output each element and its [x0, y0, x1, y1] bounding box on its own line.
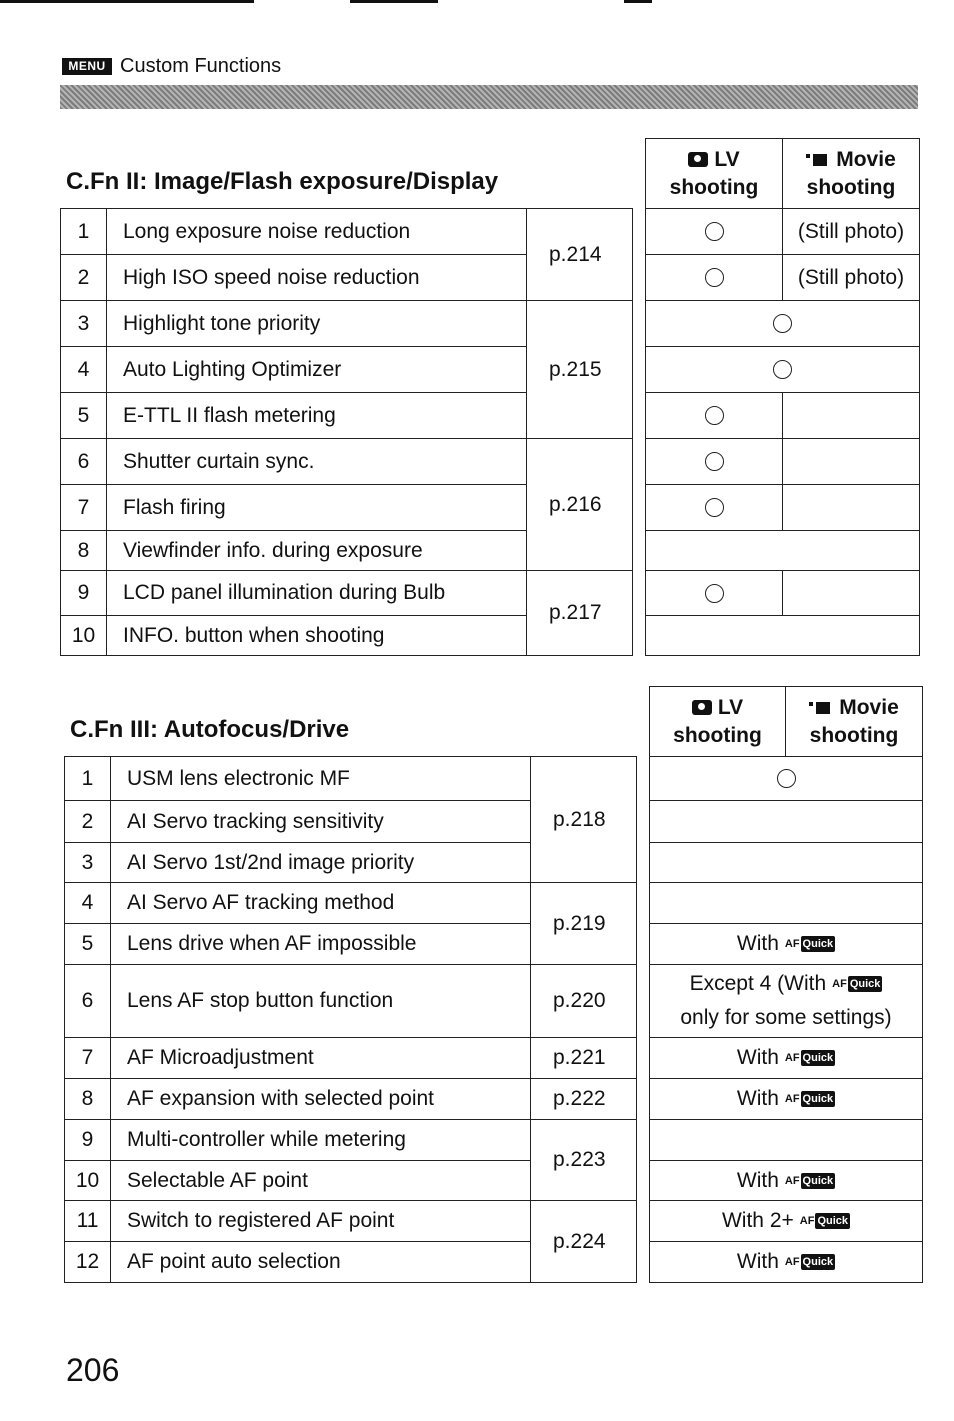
page-number: 206 [66, 1352, 120, 1388]
af-quick-icon: AF Quick [799, 1215, 849, 1228]
both-cell: With AF Quick [650, 1079, 923, 1120]
row-number: 8 [65, 1079, 111, 1120]
row-number: 5 [61, 393, 107, 439]
row-number: 7 [61, 485, 107, 531]
row-number: 5 [65, 924, 111, 965]
af-quick-icon: AF Quick [832, 978, 881, 991]
row-number: 11 [65, 1201, 111, 1242]
row-number: 6 [65, 965, 111, 1038]
row-number: 8 [61, 531, 107, 571]
row-number: 6 [61, 439, 107, 485]
function-name: Highlight tone priority [107, 301, 527, 347]
cfn2-avail-table [645, 138, 920, 656]
movie-cell: (Still photo) [783, 209, 920, 255]
movie-cell [783, 393, 920, 439]
function-name: Lens drive when AF impossible [111, 924, 531, 965]
movie-cell [783, 439, 920, 485]
page-ref: p.217 [527, 571, 633, 656]
menu-icon: MENU [62, 58, 112, 75]
row-number: 2 [65, 801, 111, 843]
movie-shooting-header: Movie shooting [786, 687, 923, 757]
circle-icon [705, 268, 724, 287]
lv-shooting-header: LV shooting [650, 687, 786, 757]
page-ref: p.222 [531, 1079, 637, 1120]
camera-icon [688, 152, 708, 167]
both-cell: With 2+ AF Quick [650, 1201, 923, 1242]
row-number: 9 [61, 571, 107, 616]
function-name: INFO. button when shooting [107, 616, 527, 656]
page-ref: p.216 [527, 439, 633, 571]
page-ref: p.218 [531, 757, 637, 883]
cfn3-title: C.Fn III: Autofocus/Drive [70, 716, 350, 743]
lv-cell [646, 255, 783, 301]
cfn3-avail-table [649, 686, 923, 1283]
cfn3-table [64, 756, 637, 1283]
row-number: 4 [65, 883, 111, 924]
function-name: Flash firing [107, 485, 527, 531]
both-cell: With AF Quick [650, 924, 923, 965]
row-number: 1 [65, 757, 111, 801]
movie-cell [783, 571, 920, 616]
row-number: 4 [61, 347, 107, 393]
af-quick-icon: AF Quick [784, 1256, 834, 1269]
row-number: 3 [65, 843, 111, 883]
page-ref: p.214 [527, 209, 633, 301]
function-name: AF expansion with selected point [111, 1079, 531, 1120]
circle-icon [705, 498, 724, 517]
function-name: Auto Lighting Optimizer [107, 347, 527, 393]
circle-icon [773, 360, 792, 379]
page-ref: p.221 [531, 1038, 637, 1079]
circle-icon [773, 314, 792, 333]
circle-icon [705, 406, 724, 425]
af-quick-icon: AF Quick [784, 1052, 834, 1065]
function-name: High ISO speed noise reduction [107, 255, 527, 301]
top-rule-left [0, 0, 254, 3]
circle-icon [705, 452, 724, 471]
movie-cell [783, 485, 920, 531]
function-name: E-TTL II flash metering [107, 393, 527, 439]
both-cell [646, 531, 920, 571]
function-name: Long exposure noise reduction [107, 209, 527, 255]
circle-icon [705, 222, 724, 241]
row-number: 7 [65, 1038, 111, 1079]
both-cell [646, 616, 920, 656]
page-ref: p.223 [531, 1120, 637, 1201]
both-cell: Except 4 (With AF Quick only for some settings) [650, 965, 923, 1038]
row-number: 3 [61, 301, 107, 347]
function-name: USM lens electronic MF [111, 757, 531, 801]
page-ref: p.219 [531, 883, 637, 965]
row-number: 12 [65, 1242, 111, 1283]
both-cell: With AF Quick [650, 1038, 923, 1079]
function-name: Shutter curtain sync. [107, 439, 527, 485]
function-name: AI Servo AF tracking method [111, 883, 531, 924]
lv-cell [646, 209, 783, 255]
function-name: Multi-controller while metering [111, 1120, 531, 1161]
function-name: LCD panel illumination during Bulb [107, 571, 527, 616]
function-name: AF point auto selection [111, 1242, 531, 1283]
function-name: Selectable AF point [111, 1161, 531, 1201]
row-number: 9 [65, 1120, 111, 1161]
both-cell: With AF Quick [650, 1242, 923, 1283]
circle-icon [777, 769, 796, 788]
both-cell [650, 883, 923, 924]
top-rule-mid [350, 0, 438, 3]
both-cell: With AF Quick [650, 1161, 923, 1201]
camera-icon [692, 700, 712, 715]
movie-camera-icon [806, 153, 828, 167]
lv-cell [646, 439, 783, 485]
row-number: 10 [65, 1161, 111, 1201]
movie-cell: (Still photo) [783, 255, 920, 301]
header-bar [60, 85, 918, 109]
top-rule-right [624, 0, 652, 3]
function-name: AF Microadjustment [111, 1038, 531, 1079]
cfn2-table [60, 208, 633, 656]
af-quick-icon: AF Quick [784, 1093, 834, 1106]
movie-shooting-header: Movie shooting [783, 139, 920, 209]
both-cell [650, 757, 923, 801]
row-number: 2 [61, 255, 107, 301]
cfn2-title: C.Fn II: Image/Flash exposure/Display [66, 168, 499, 195]
function-name: AI Servo 1st/2nd image priority [111, 843, 531, 883]
lv-cell [646, 485, 783, 531]
page-ref: p.220 [531, 965, 637, 1038]
both-cell [650, 801, 923, 843]
function-name: AI Servo tracking sensitivity [111, 801, 531, 843]
movie-camera-icon [809, 701, 831, 715]
af-quick-icon: AF Quick [784, 938, 834, 951]
row-number: 1 [61, 209, 107, 255]
lv-shooting-header: LV shooting [646, 139, 783, 209]
circle-icon [705, 584, 724, 603]
lv-cell [646, 571, 783, 616]
function-name: Switch to registered AF point [111, 1201, 531, 1242]
page-ref: p.215 [527, 301, 633, 439]
both-cell [650, 843, 923, 883]
header-title: Custom Functions [120, 55, 282, 77]
page-ref: p.224 [531, 1201, 637, 1283]
both-cell [646, 347, 920, 393]
both-cell [650, 1120, 923, 1161]
af-quick-icon: AF Quick [784, 1174, 834, 1187]
function-name: Viewfinder info. during exposure [107, 531, 527, 571]
lv-cell [646, 393, 783, 439]
row-number: 10 [61, 616, 107, 656]
both-cell [646, 301, 920, 347]
function-name: Lens AF stop button function [111, 965, 531, 1038]
